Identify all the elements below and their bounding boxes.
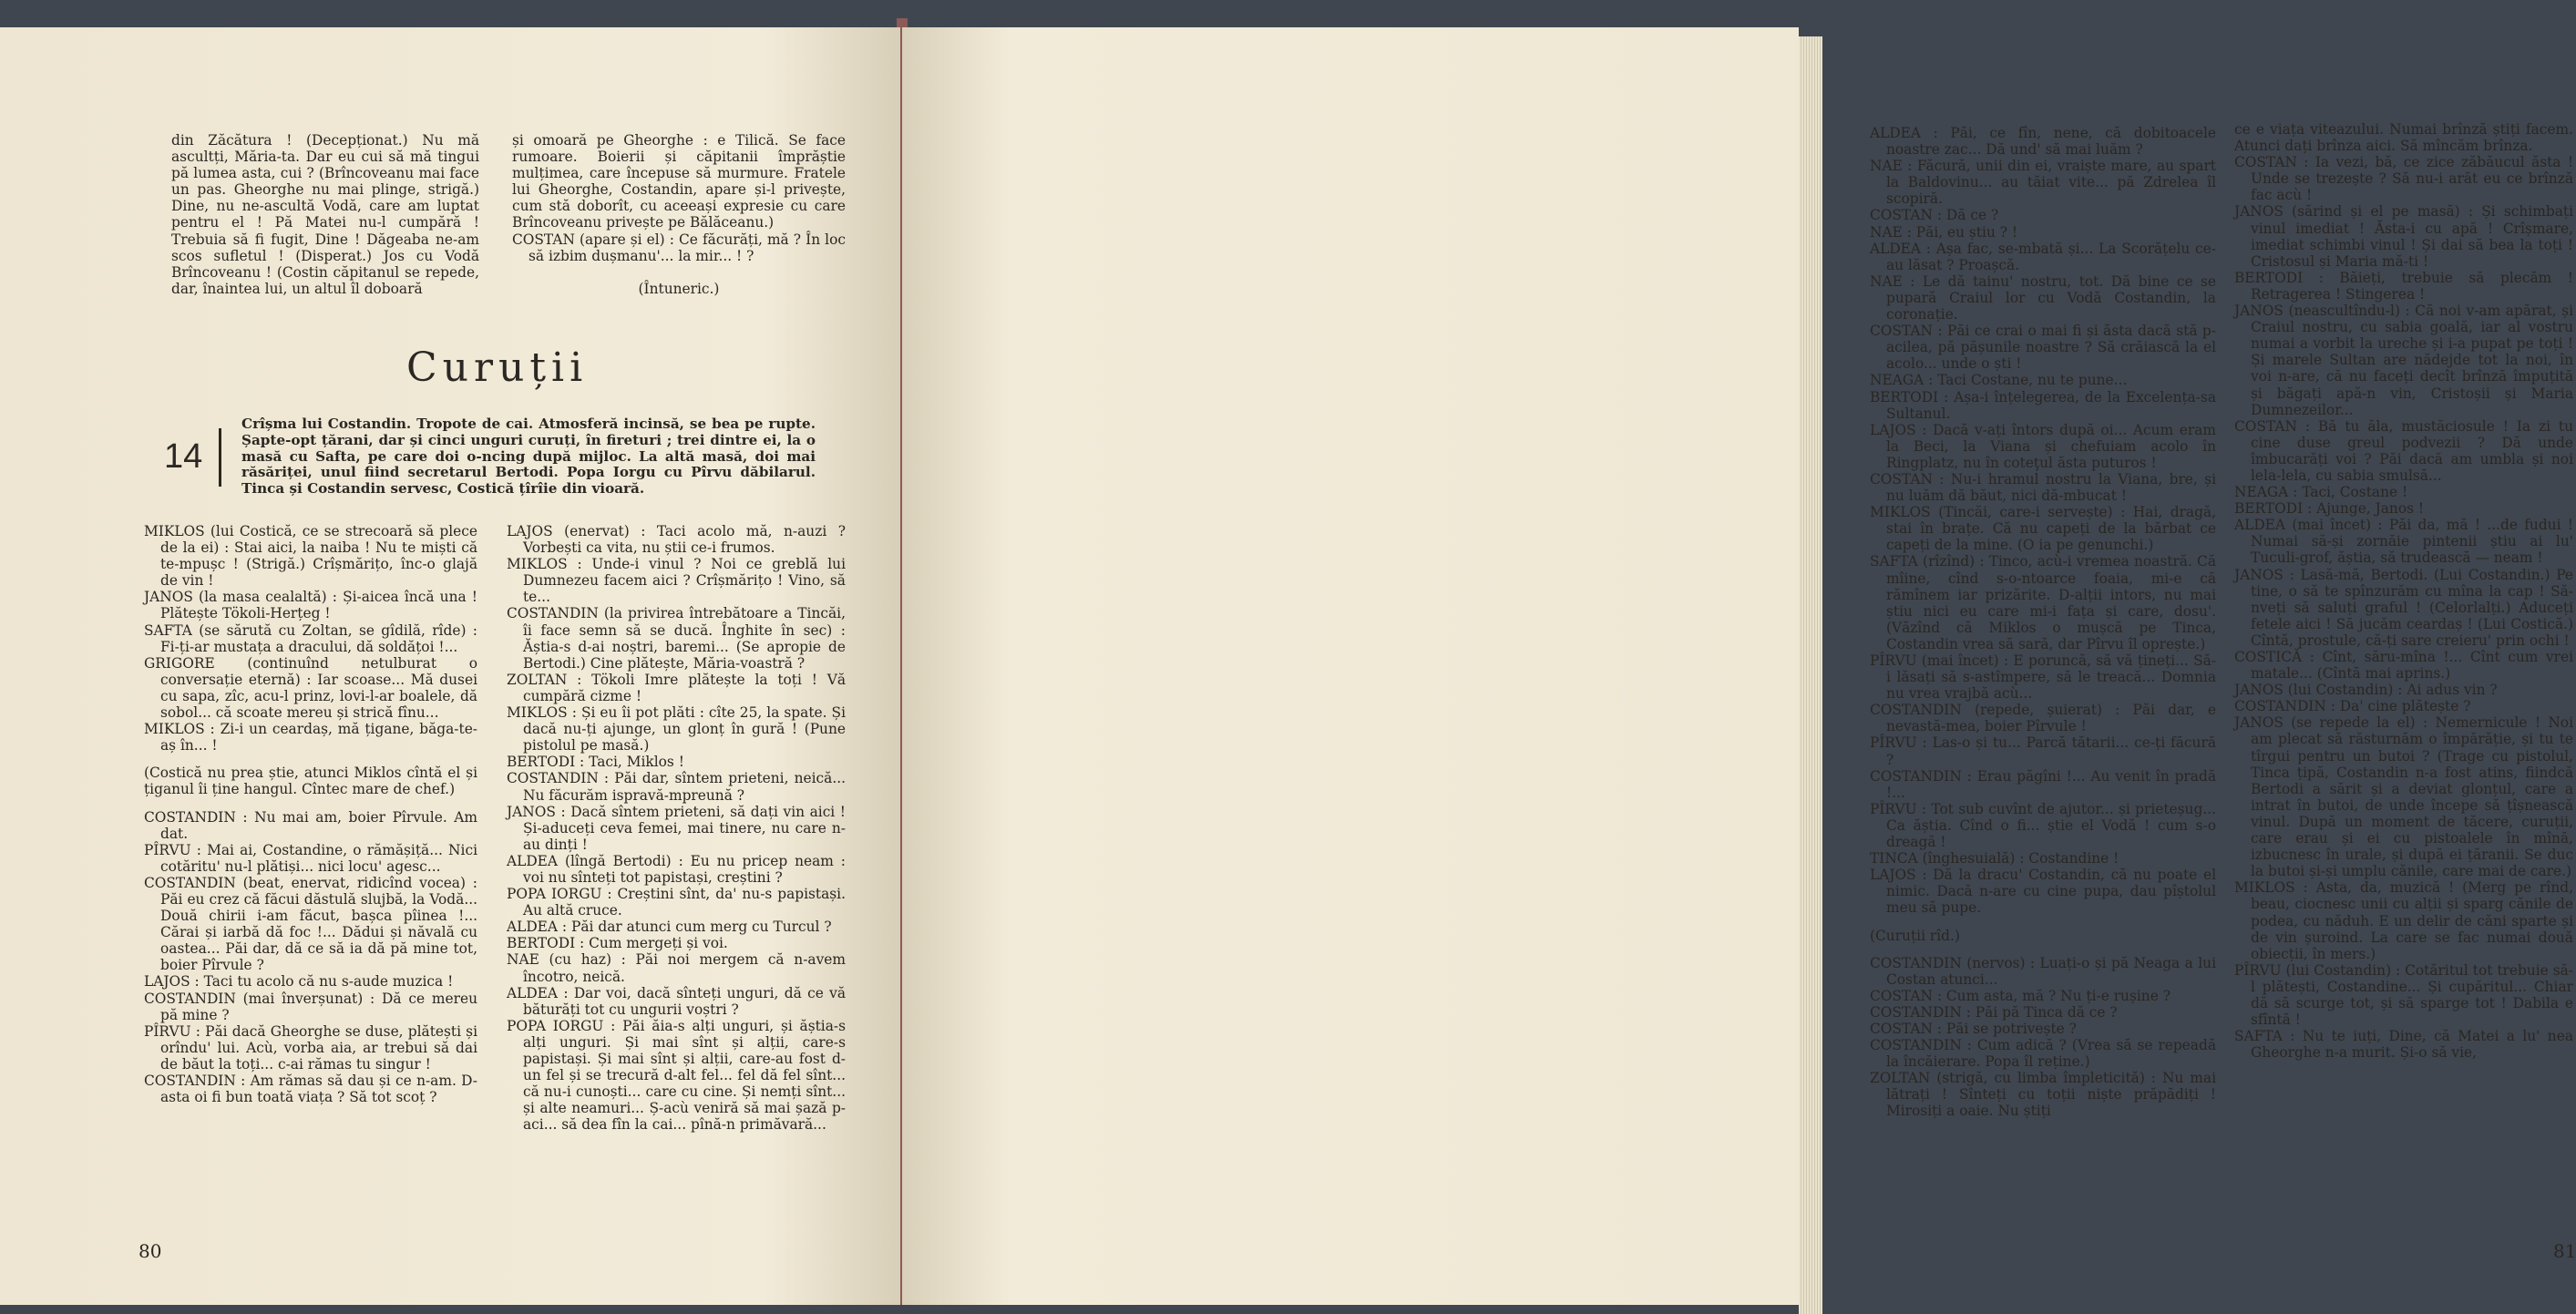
text-block: și omoară pe Gheorghe : e Tilică. Se face rumoare. Boierii și căpitanii împrăștie mulțimea, care începuse să murmure. Fratele lui Gheorghe, Costandin, apare și-l privește, cum stă doborît, cu aceeași expresie cu care Brîncoveanu privește pe Bălăceanu.)	[512, 132, 846, 231]
dialogue-line: ZOLTAN (strigă, cu limba împleticită) : Nu mai lătrați ! Sînteți cu toții niște prăpădiți ! Mirosiți a oaie. Nu știți	[1870, 1070, 2216, 1120]
dialogue-line: MIKLOS : Și eu îi pot plăti : cîte 25, la spate. Și dacă nu-ți ajunge, un glonț în gură ! (Pune pistolul pe masă.)	[507, 704, 846, 755]
dialogue-line: NEAGA : Taci Costane, nu te pune...	[1870, 372, 2128, 389]
stage-direction: (Costică nu prea știe, atunci Miklos cîntă el și țiganul îi ține hangul. Cîntec mare de chef.)	[144, 765, 477, 798]
dialogue-line: BERTODI : Taci, Miklos !	[507, 754, 684, 771]
dialogue-line: COSTAN : Păi se potrivește ?	[1870, 1020, 2077, 1037]
dialogue-line: SAFTA (rîzînd) : Tinco, acù-i vremea noastră. Că mîine, cînd s-o-ntoarce foaia, mi-e că rămînem iar prizărite. D-alții intors, nu mai știu nici eu care mi-i fața și care, dosu'. (Văzînd că Miklos o mușcă pe Tinca, Costandin vrea să sară, dar Pîrvu îl oprește.)	[1870, 553, 2216, 652]
dialogue-line: ALDEA : Păi dar atunci cum merg cu Turcul ?	[507, 919, 832, 936]
right-page	[902, 27, 2576, 1305]
dialogue-line: GRIGORE (continuînd netulburat o conversație eternă) : Iar scoase... Mă dusei cu sapa, zîc, acu-l prinz, lovi-l-ar boalele, dă sobol... că scoate mereu și strică fînu...	[144, 654, 477, 722]
stage-direction: (Întuneric.)	[638, 280, 720, 297]
chapter-title: Curuții	[406, 344, 589, 391]
dialogue-line: LAJOS (enervat) : Taci acolo mă, n-auzi ? Vorbești ca vita, nu știi ce-i frumos.	[507, 523, 846, 557]
dialogue-line: BERTODI : Cum mergeți și voi.	[507, 935, 728, 952]
stage-direction: (Curuții rîd.)	[1870, 927, 1960, 944]
dialogue-line: PÎRVU (mai încet) : E poruncă, să vă țineți... Să-i lăsați să s-astîmpere, să le treacă... Domnia nu vrea vrajbă acù...	[1870, 652, 2216, 703]
dialogue-line: JANOS (se repede la el) : Nemernicule ! Noi am plecat să răsturnăm o împărăție, și tu te tîrgui pentru un butoi ? (Trage cu pistolul, Tinca țipă, Costandin n-a fost atins, fiindcă Bertodi a sărit și a deviat glonțul, care a intrat în butoi, de unde începe să țîșnească vinul. După un moment de tăcere, curuții, care erau și ei cu pistoalele în mînă, izbucnesc în urale, și după ei țăranii. Se duc la butoi și-și umplu cănile, care mai de care.)	[2234, 714, 2573, 880]
dialogue-line: COSTANDIN (la privirea întrebătoare a Tincăi, îi face semn să se ducă. Înghite în sec) : Ăștia-s d-ai noștri, baremi... (Se apropie de Bertodi.) Cine plătește, Măria-voastră ?	[507, 605, 846, 672]
dialogue-line: COSTANDIN : Erau păgîni !... Au venit în pradă !...	[1870, 767, 2216, 801]
scene-number: 14	[164, 437, 203, 476]
left-page	[0, 27, 900, 1305]
dialogue-line: NAE (cu haz) : Păi noi mergem că n-avem încotro, neică.	[507, 951, 846, 985]
scene-divider	[219, 428, 221, 487]
dialogue-line: NEAGA : Taci, Costane !	[2234, 484, 2408, 501]
dialogue-line: ALDEA : Dar voi, dacă sînteți unguri, dă ce vă băturăți tot cu ungurii voștri ?	[507, 984, 846, 1018]
dialogue-line: PÎRVU : Las-o și tu... Parcă tătarii... ce-ți făcură ?	[1870, 734, 2216, 768]
dialogue-line: MIKLOS : Unde-i vinul ? Noi ce greblă lui Dumnezeu facem aici ? Crîșmărițo ! Vino, să te...	[507, 556, 846, 606]
dialogue-line: COSTAN : Cum asta, mă ? Nu ți-e rușine ?	[1870, 987, 2171, 1004]
right-column-2	[2234, 121, 2573, 1061]
dialogue-line: POPA IORGU : Păi ăia-s alți unguri, și ăștia-s alți unguri. Și mai sînt și alții, care-s papistași. Și mai sînt și alții, care-au fost d-un fel și se trecură d-alt fel... fel dă fel sînt... că nu-i cunoști... care cu cine. Și nemți sînt... și alte neamuri... Ș-acù veniră să mai șază p-aci... să dea fîn la cai... pînă-n primăvară...	[507, 1017, 846, 1134]
text-block: din Zăcătura ! (Decepționat.) Nu mă ascultți, Măria-ta. Dar eu cui să mă tingui pă lumea asta, cui ? (Brîncoveanu mai face un pas. Gheorghe nu mai plinge, strigă.) Dine, nu ne-ascultă Vodă, care am luptat pentru el ! Pă Matei nu-l cumpără ! Trebuia să fi fugit, Dine ! Dăgeaba ne-am scos sufletul ! (Disperat.) Jos cu Vodă Brîncoveanu ! (Costin căpitanul se repede, dar, înaintea lui, un altul îl doboară	[171, 132, 479, 297]
dialogue-line: COSTANDIN : Păi pă Tinca dă ce ?	[1870, 1003, 2118, 1021]
dialogue-line: MIKLOS (Tincăi, care-i servește) : Hai, dragă, stai în brațe. Că nu capeți de la bărbat ce capeți de la mine. (O ia pe genunchi.)	[1870, 504, 2216, 554]
dialogue-line: JANOS (sărind și el pe masă) : Și schimbați vinul imediat ! Ăsta-i cu apă ! Crîșmare, imediat schimbi vinul ! Și dai să bea la toți ! Cristosul și Maria mă-ti !	[2234, 203, 2573, 270]
page-number: 81	[2553, 1240, 2576, 1262]
dialogue-line: COSTICĂ : Cînt, săru-mîna !... Cînt cum vrei matale... (Cîntă mai aprins.)	[2234, 649, 2573, 683]
scene-description: Crîșma lui Costandin. Tropote de cai. Atmosferă incinsă, se bea pe rupte. Șapte-opt țărani, dar și cinci unguri curuți, în fireturi ; trei dintre ei, la o masă cu Safta, pe care doi o-ncing după mijloc. La altă masă, doi mai răsăriței, unul fiind secretarul Bertodi. Popa Iorgu cu Pîrvu dăbilarul. Tinca și Costandin servesc, Costică țîrîie din vioară.	[241, 416, 816, 498]
dialogue-line: COSTAN : Bă tu ăla, mustăciosule ! Ia zi tu cine duse greul podvezii ? Dă unde îmbucarăți voi ? Păi dacă am umbla și noi lela-lela, cu sabia smulsă...	[2234, 417, 2573, 484]
dialogue-line: COSTANDIN : Am rămas să dau și ce n-am. D-asta oi fi bun toată viața ? Să tot scoț ?	[144, 1073, 477, 1106]
dialogue-line: JANOS (la masa cealaltă) : Și-aicea încă una ! Plătește Tökoli-Herțeg !	[144, 589, 477, 622]
dialogue-line: NAE : Păi, eu știu ? !	[1870, 223, 2018, 241]
dialogue-line: JANOS : Lasă-mă, Bertodi. (Lui Costandin.) Pe tine, o să te spînzurăm cu mîna la cap ! Să-nveți să saluți graful ! (Celorlalți.) Aduceți fetele aici ! Să jucăm ceardaș ! (Lui Costică.) Cîntă, prostule, că-ți sare creieru' prin ochi !	[2234, 566, 2573, 649]
dialogue-line: PÎRVU : Păi dacă Gheorghe se duse, plătești și orîndu' lui. Acù, vorba aia, ar trebui să dai de băut la toți... c-ai rămas tu singur !	[144, 1022, 477, 1073]
left-top-column-2	[512, 132, 846, 297]
dialogue-line: ALDEA : Păi, ce fîn, nene, că dobitoacele noastre zac... Dă und' să mai luăm ?	[1870, 125, 2216, 159]
dialogue-line: TINCA (înghesuială) : Costandine !	[1870, 850, 2119, 867]
dialogue-line: BERTODI : Băieți, trebuie să plecăm ! Retragerea ! Stingerea !	[2234, 269, 2573, 303]
dialogue-line: COSTAN : Ia vezi, bă, ce zice zăbăucul ăsta ! Unde se trezește ? Să nu-i arăt eu ce brînză fac acù !	[2234, 154, 2573, 204]
dialogue-line: BERTODI : Ajunge, Janos !	[2234, 500, 2425, 518]
dialogue-line: COSTANDIN : Da' cine plătește ?	[2234, 698, 2471, 715]
dialogue-line: SAFTA (se sărută cu Zoltan, se gîdilă, rîde) : Fi-ți-ar mustața a dracului, dă soldățoi !...	[144, 621, 477, 655]
dialogue-line: COSTAN : Nu-i hramul nostru la Viana, bre, și nu luăm dă băut, nici dă-mbucat !	[1870, 470, 2216, 505]
left-bottom-column-1	[144, 523, 477, 1105]
dialogue-line: PÎRVU : Tot sub cuvînt de ajutor... și prieteșug... Ca ăștia. Cînd o fi... știe el Vodă ! cum s-o dreagă !	[1870, 800, 2216, 851]
dialogue-line: COSTANDIN : Cum adică ? (Vrea să se repeadă la încăierare. Popa îl reține.)	[1870, 1037, 2216, 1071]
dialogue-line: JANOS (lui Costandin) : Ai adus vin ?	[2234, 682, 2498, 699]
left-bottom-column-2	[507, 523, 846, 1133]
dialogue-line: SAFTA : Nu te iuți, Dine, că Matei a lu' nea Gheorghe n-a murit. Și-o să vie,	[2234, 1028, 2573, 1062]
dialogue-line: COSTANDIN (beat, enervat, ridicînd vocea) : Păi eu crez că făcui dăstulă slujbă, la Vodă... Două chirii i-am făcut, bașca pîinea !... Cărai și iarbă dă foc !... Dădui și năvală cu oastea... Păi dar, dă ce să ia dă pă mine tot, boier Pîrvule ?	[144, 874, 477, 974]
dialogue-line: ALDEA (lîngă Bertodi) : Eu nu pricep neam : voi nu sînteți tot papistași, creștini ?	[507, 852, 846, 886]
dialogue-line: COSTAN (apare și el) : Ce făcurăți, mă ? În loc să izbim dușmanu'... la mir... ! ?	[512, 231, 846, 264]
page-edges	[1799, 36, 1822, 1314]
dialogue-line: PÎRVU (lui Costandin) : Cotăritul tot trebuie să-l plătești, Costandine... Și cupăritul... Chiar dă să scurge tot, și să sparge tot ! Dabila e sfîntă !	[2234, 961, 2573, 1029]
page-number: 80	[139, 1240, 162, 1262]
dialogue-line: LAJOS : Dă la dracu' Costandin, că nu poate el nimic. Dacă n-are cu cine pupa, dau pîștolul meu să pupe.	[1870, 867, 2216, 917]
dialogue-line: JANOS : Dacă sîntem prieteni, să dați vin aici ! Și-aduceți ceva femei, mai tinere, nu care n-au dinți !	[507, 803, 846, 853]
dialogue-line: COSTAN : Dă ce ?	[1870, 207, 1999, 224]
dialogue-line: ALDEA : Așa fac, se-mbată și... La Scorățelu ce-au lăsat ? Proașcă.	[1870, 240, 2216, 273]
dialogue-line: JANOS (neascultîndu-l) : Că noi v-am apărat, și Craiul nostru, cu sabia goală, iar al vostru numai a vorbit la ureche și i-a pupat pe toți ! Și marele Sultan are nădejde tot la noi, în voi n-are, că nu faceți decît brînză împuțită și băgați apă-n vin, Cristoșii și Maria Dumnezeilor...	[2234, 303, 2573, 418]
dialogue-line: MIKLOS : Zi-i un ceardaș, mă țigane, băga-te-aș în... !	[144, 721, 477, 755]
dialogue-line: COSTANDIN (nervos) : Luați-o și pă Neaga a lui Costan atunci...	[1870, 954, 2216, 988]
dialogue-line: COSTANDIN (mai înverșunat) : Dă ce mereu pă mine ?	[144, 990, 477, 1023]
dialogue-line: NAE : Le dă tainu' nostru, tot. Dă bine ce se pupară Craiul lor cu Vodă Costandin, la coronație.	[1870, 272, 2216, 323]
right-column-1	[1870, 125, 2216, 1120]
text-block: ce e viața viteazului. Numai brînză știți facem. Atunci dați brînza aici. Să mîncăm brînza.	[2234, 121, 2573, 155]
dialogue-line: MIKLOS (lui Costică, ce se strecoară să plece de la ei) : Stai aici, la naiba ! Nu te miști că te-mpușc ! (Strigă.) Crîșmărițo, înc-o glajă de vin !	[144, 523, 477, 590]
dialogue-line: MIKLOS : Asta, da, muzică ! (Merg pe rînd, beau, ciocnesc unii cu alții și sparg cănile de podea, cu năduh. E un delir de căni sparte și de vin șuroind. La care se fac numai două obiecții, în mers.)	[2234, 879, 2573, 962]
dialogue-line: ZOLTAN : Tökoli Imre plătește la toți ! Vă cumpără cizme !	[507, 671, 846, 704]
dialogue-line: COSTANDIN : Nu mai am, boier Pîrvule. Am dat.	[144, 808, 477, 842]
dialogue-line: ALDEA (mai încet) : Păi da, mă ! ...de fudui ! Numai să-și zornăie pintenii știu ai lu' Tuculi-grof, ăștia, să trudească — neam !	[2234, 517, 2573, 567]
dialogue-line: LAJOS : Dacă v-ați întors după oi... Acum eram la Beci, la Viana și chefuiam acolo în Ringplatz, nu în coteţul ăsta puturos !	[1870, 421, 2216, 471]
dialogue-line: LAJOS : Taci tu acolo că nu s-aude muzica !	[144, 973, 454, 991]
dialogue-line: NAE : Făcură, unii din ei, vraiște mare, au spart la Baldovinu... au tăiat vite... pă Zdrelea îl scopiră.	[1870, 158, 2216, 208]
dialogue-line: BERTODI : Așa-i înțelegerea, de la Excelența-sa Sultanul.	[1870, 388, 2216, 422]
dialogue-line: COSTAN : Păi ce crai o mai fi și ăsta dacă stă p-acilea, pă pășunile noastre ? Să crăiască la el acolo... unde o ști !	[1870, 323, 2216, 373]
dialogue-line: POPA IORGU : Creștini sînt, da' nu-s papistași. Au altă cruce.	[507, 886, 846, 919]
left-top-column-1	[171, 132, 479, 297]
dialogue-line: COSTANDIN : Păi dar, sîntem prieteni, neică... Nu făcurăm ispravă-mpreună ?	[507, 770, 846, 804]
dialogue-line: PÎRVU : Mai ai, Costandine, o rămășiță... Nici cotăritu' nu-l plătiși... nici locu' agesc...	[144, 841, 477, 875]
dialogue-line: COSTANDIN (repede, șuierat) : Păi dar, e nevastă-mea, boier Pîrvule !	[1870, 702, 2216, 735]
